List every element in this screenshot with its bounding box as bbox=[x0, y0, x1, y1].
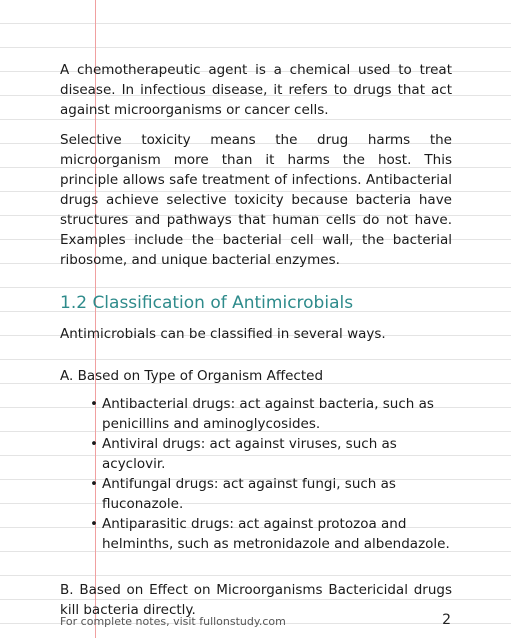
list-item: • Antiviral drugs: act against viruses, such as acyclovir. bbox=[90, 434, 452, 474]
bullet-list bbox=[60, 394, 452, 554]
footer-note: For complete notes, visit fullonstudy.com bbox=[60, 615, 286, 628]
page-content bbox=[60, 60, 452, 630]
paragraph-selective-toxicity: Selective toxicity means the drug harms the microorganism more than it harms the host. This principle allows safe treatment of infections. Antibacterial drugs achieve selective toxicity because bacteria have structures and pathways that human cells do not have. Examples include the bacterial cell wall, the bacterial ribosome, and unique bacterial enzymes. bbox=[60, 132, 452, 268]
list-item: • Antifungal drugs: act against fungi, such as fluconazole. bbox=[90, 474, 452, 514]
section-intro: Antimicrobials can be classified in several ways. bbox=[60, 326, 386, 342]
list-item: • Antiparasitic drugs: act against protozoa and helminths, such as metronidazole and albendazole. bbox=[90, 514, 452, 554]
list-item: • Antibacterial drugs: act against bacteria, such as penicillins and aminoglycosides. bbox=[90, 394, 452, 434]
section-heading: 1.2 Classification of Antimicrobials bbox=[60, 293, 354, 313]
page-number: 2 bbox=[442, 612, 451, 628]
paragraph-intro: A chemotherapeutic agent is a chemical used to treat disease. In infectious disease, it refers to drugs that act against microorganisms or cancer cells. bbox=[60, 62, 452, 118]
paragraph-b: B. Based on Effect on Microorganisms Bactericidal drugs kill bacteria directly. bbox=[60, 582, 452, 618]
subheading-a: A. Based on Type of Organism Affected bbox=[60, 368, 324, 384]
